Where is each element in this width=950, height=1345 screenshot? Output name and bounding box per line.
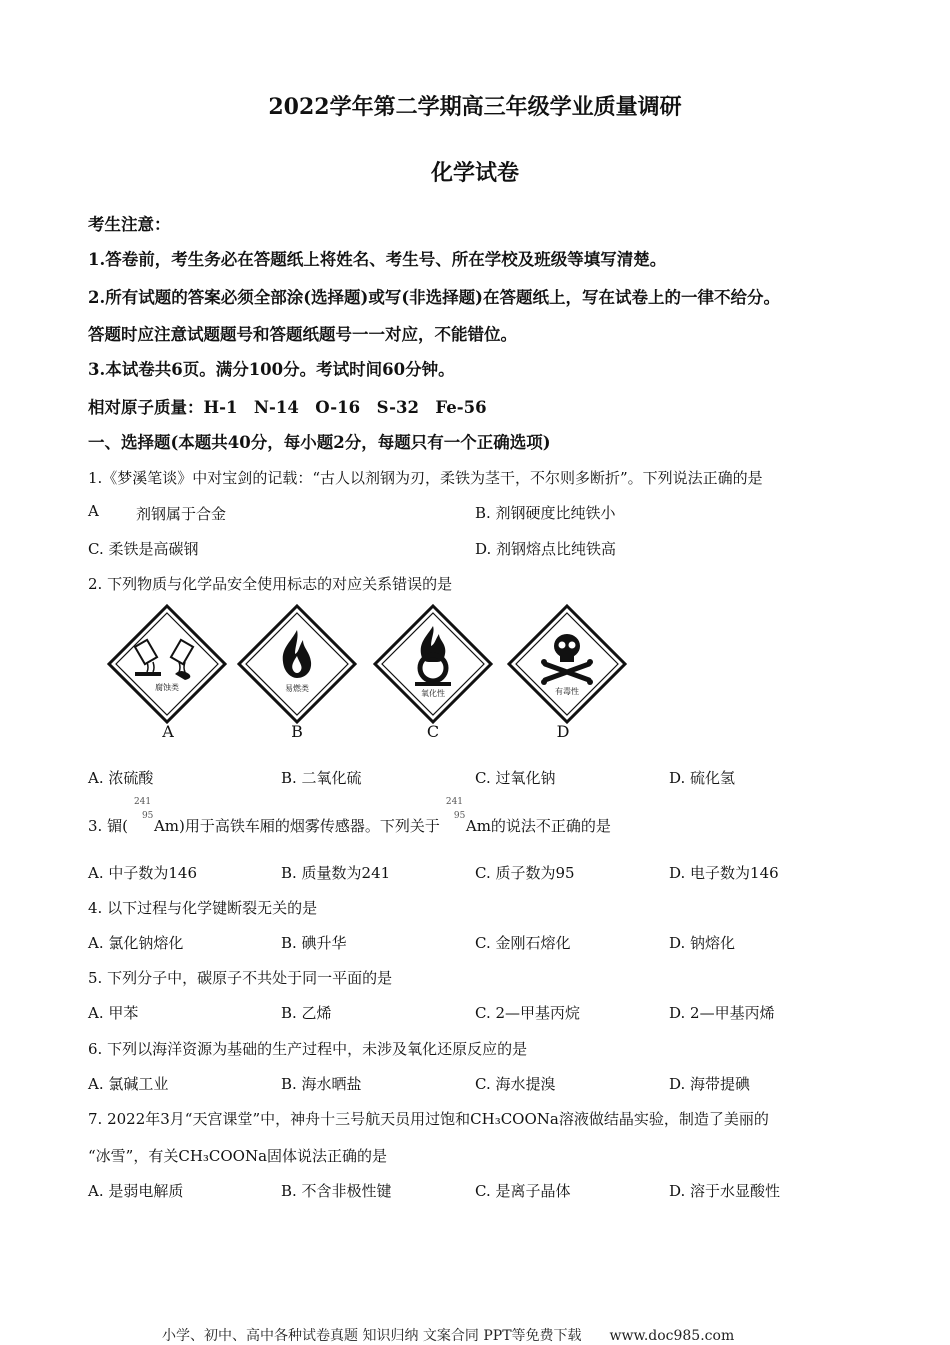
q1-option-c: C. 柔铁是高碳钢: [88, 540, 199, 558]
q3-atomic-number-1: 95: [141, 811, 154, 821]
q2-option-b: B. 二氧化硫: [281, 769, 362, 787]
svg-text:腐蚀类: 腐蚀类: [155, 683, 179, 692]
exam-subtitle: 化学试卷: [430, 160, 519, 186]
question-7-stem-line2: “冰雪”，有关CH₃COONa固体说法正确的是: [88, 1147, 388, 1165]
flammable-icon: [237, 604, 357, 724]
q4-option-b: B. 碘升华: [281, 934, 347, 952]
notice-heading: 考生注意：: [88, 215, 171, 234]
question-5-stem: 5. 下列分子中，碳原子不共处于同一平面的是: [88, 969, 393, 987]
q6-option-a: A. 氯碱工业: [88, 1075, 169, 1093]
q3-symbol-1: Am: [153, 817, 179, 835]
question-4-stem: 4. 以下过程与化学键断裂无关的是: [88, 899, 318, 917]
question-6-stem: 6. 下列以海洋资源为基础的生产过程中，未涉及氧化还原反应的是: [88, 1040, 528, 1058]
q3-text-part3: 的说法不正确的是: [490, 817, 611, 835]
q1-option-a-letter: A: [88, 502, 99, 520]
q5-option-c: C. 2—甲基丙烷: [475, 1004, 581, 1022]
sign-letter-a: A: [162, 722, 174, 741]
q3-text-part1: 3. 镅(: [88, 817, 128, 835]
notice-item-1: 1.答卷前，考生务必在答题纸上将姓名、考生号、所在学校及班级等填写清楚。: [88, 250, 667, 269]
q1-option-a: 剂钢属于合金: [136, 505, 227, 523]
q5-option-a: A. 甲苯: [88, 1004, 139, 1022]
section-heading: 一、选择题(本题共40分，每小题2分，每题只有一个正确选项): [88, 433, 551, 452]
q3-text-part2: )用于高铁车厢的烟雾传感器。下列关于: [179, 817, 440, 835]
q2-option-a: A. 浓硫酸: [88, 769, 154, 787]
q3-option-b: B. 质量数为241: [281, 864, 391, 882]
sign-letter-d: D: [556, 722, 570, 741]
svg-text:易燃类: 易燃类: [285, 684, 309, 693]
q2-option-d: D. 硫化氢: [669, 769, 736, 787]
question-3-stem: [88, 797, 611, 836]
q3-option-a: A. 中子数为146: [88, 864, 197, 882]
question-1-stem: 1.《梦溪笔谈》中对宝剑的记载：“古人以剂钢为刃，柔铁为茎干，不尔则多断折”。下列说法正确的是: [88, 469, 763, 487]
q3-symbol-2: Am: [465, 817, 491, 835]
q4-option-a: A. 氯化钠熔化: [88, 934, 184, 952]
q3-option-d: D. 电子数为146: [669, 864, 779, 882]
q3-option-c: C. 质子数为95: [475, 864, 575, 882]
q5-option-b: B. 乙烯: [281, 1004, 332, 1022]
sign-letter-c: C: [426, 722, 440, 741]
oxidizer-icon: [373, 604, 493, 724]
q7-option-a: A. 是弱电解质: [88, 1182, 184, 1200]
q1-option-b: B. 剂钢硬度比纯铁小: [475, 504, 616, 522]
toxic-icon: [507, 604, 627, 724]
q7-option-b: B. 不含非极性键: [281, 1182, 392, 1200]
q2-option-c: C. 过氧化钠: [475, 769, 556, 787]
question-7-stem-line1: 7. 2022年3月“天宫课堂”中，神舟十三号航天员用过饱和CH₃COONa溶液做结晶实验，制造了美丽的: [88, 1110, 769, 1128]
exam-title: 2022学年第二学期高三年级学业质量调研: [268, 94, 682, 120]
q4-option-d: D. 钠熔化: [669, 934, 736, 952]
q6-option-c: C. 海水提溴: [475, 1075, 556, 1093]
q3-isotope-1: [128, 797, 179, 835]
q6-option-b: B. 海水晒盐: [281, 1075, 362, 1093]
page-footer: 小学、初中、高中各种试卷真题 知识归纳 文案合同 PPT等免费下载 www.doc985.com: [162, 1328, 735, 1344]
question-2-stem: 2. 下列物质与化学品安全使用标志的对应关系错误的是: [88, 575, 453, 593]
q7-option-d: D. 溶于水显酸性: [669, 1182, 781, 1200]
sign-letter-b: B: [291, 722, 303, 741]
q3-mass-number-1: 241: [133, 797, 152, 807]
atomic-mass-line: 相对原子质量：H-1 N-14 O-16 S-32 Fe-56: [88, 398, 487, 417]
q1-option-d: D. 剂钢熔点比纯铁高: [475, 540, 617, 558]
q5-option-d: D. 2—甲基丙烯: [669, 1004, 775, 1022]
q3-isotope-2: [440, 797, 491, 835]
q4-option-c: C. 金刚石熔化: [475, 934, 571, 952]
notice-item-3: 3.本试卷共6页。满分100分。考试时间60分钟。: [88, 360, 455, 379]
notice-item-2: 2.所有试题的答案必须全部涂(选择题)或写(非选择题)在答题纸上，写在试卷上的一律不给分。: [88, 288, 780, 307]
q3-atomic-number-2: 95: [453, 811, 466, 821]
svg-text:氧化性: 氧化性: [421, 689, 445, 698]
corrosive-icon: [107, 604, 227, 724]
notice-item-2-cont: 答题时应注意试题题号和答题纸题号一一对应，不能错位。: [88, 325, 517, 344]
q7-option-c: C. 是离子晶体: [475, 1182, 571, 1200]
q6-option-d: D. 海带提碘: [669, 1075, 751, 1093]
svg-text:有毒性: 有毒性: [555, 687, 579, 696]
q3-mass-number-2: 241: [445, 797, 464, 807]
